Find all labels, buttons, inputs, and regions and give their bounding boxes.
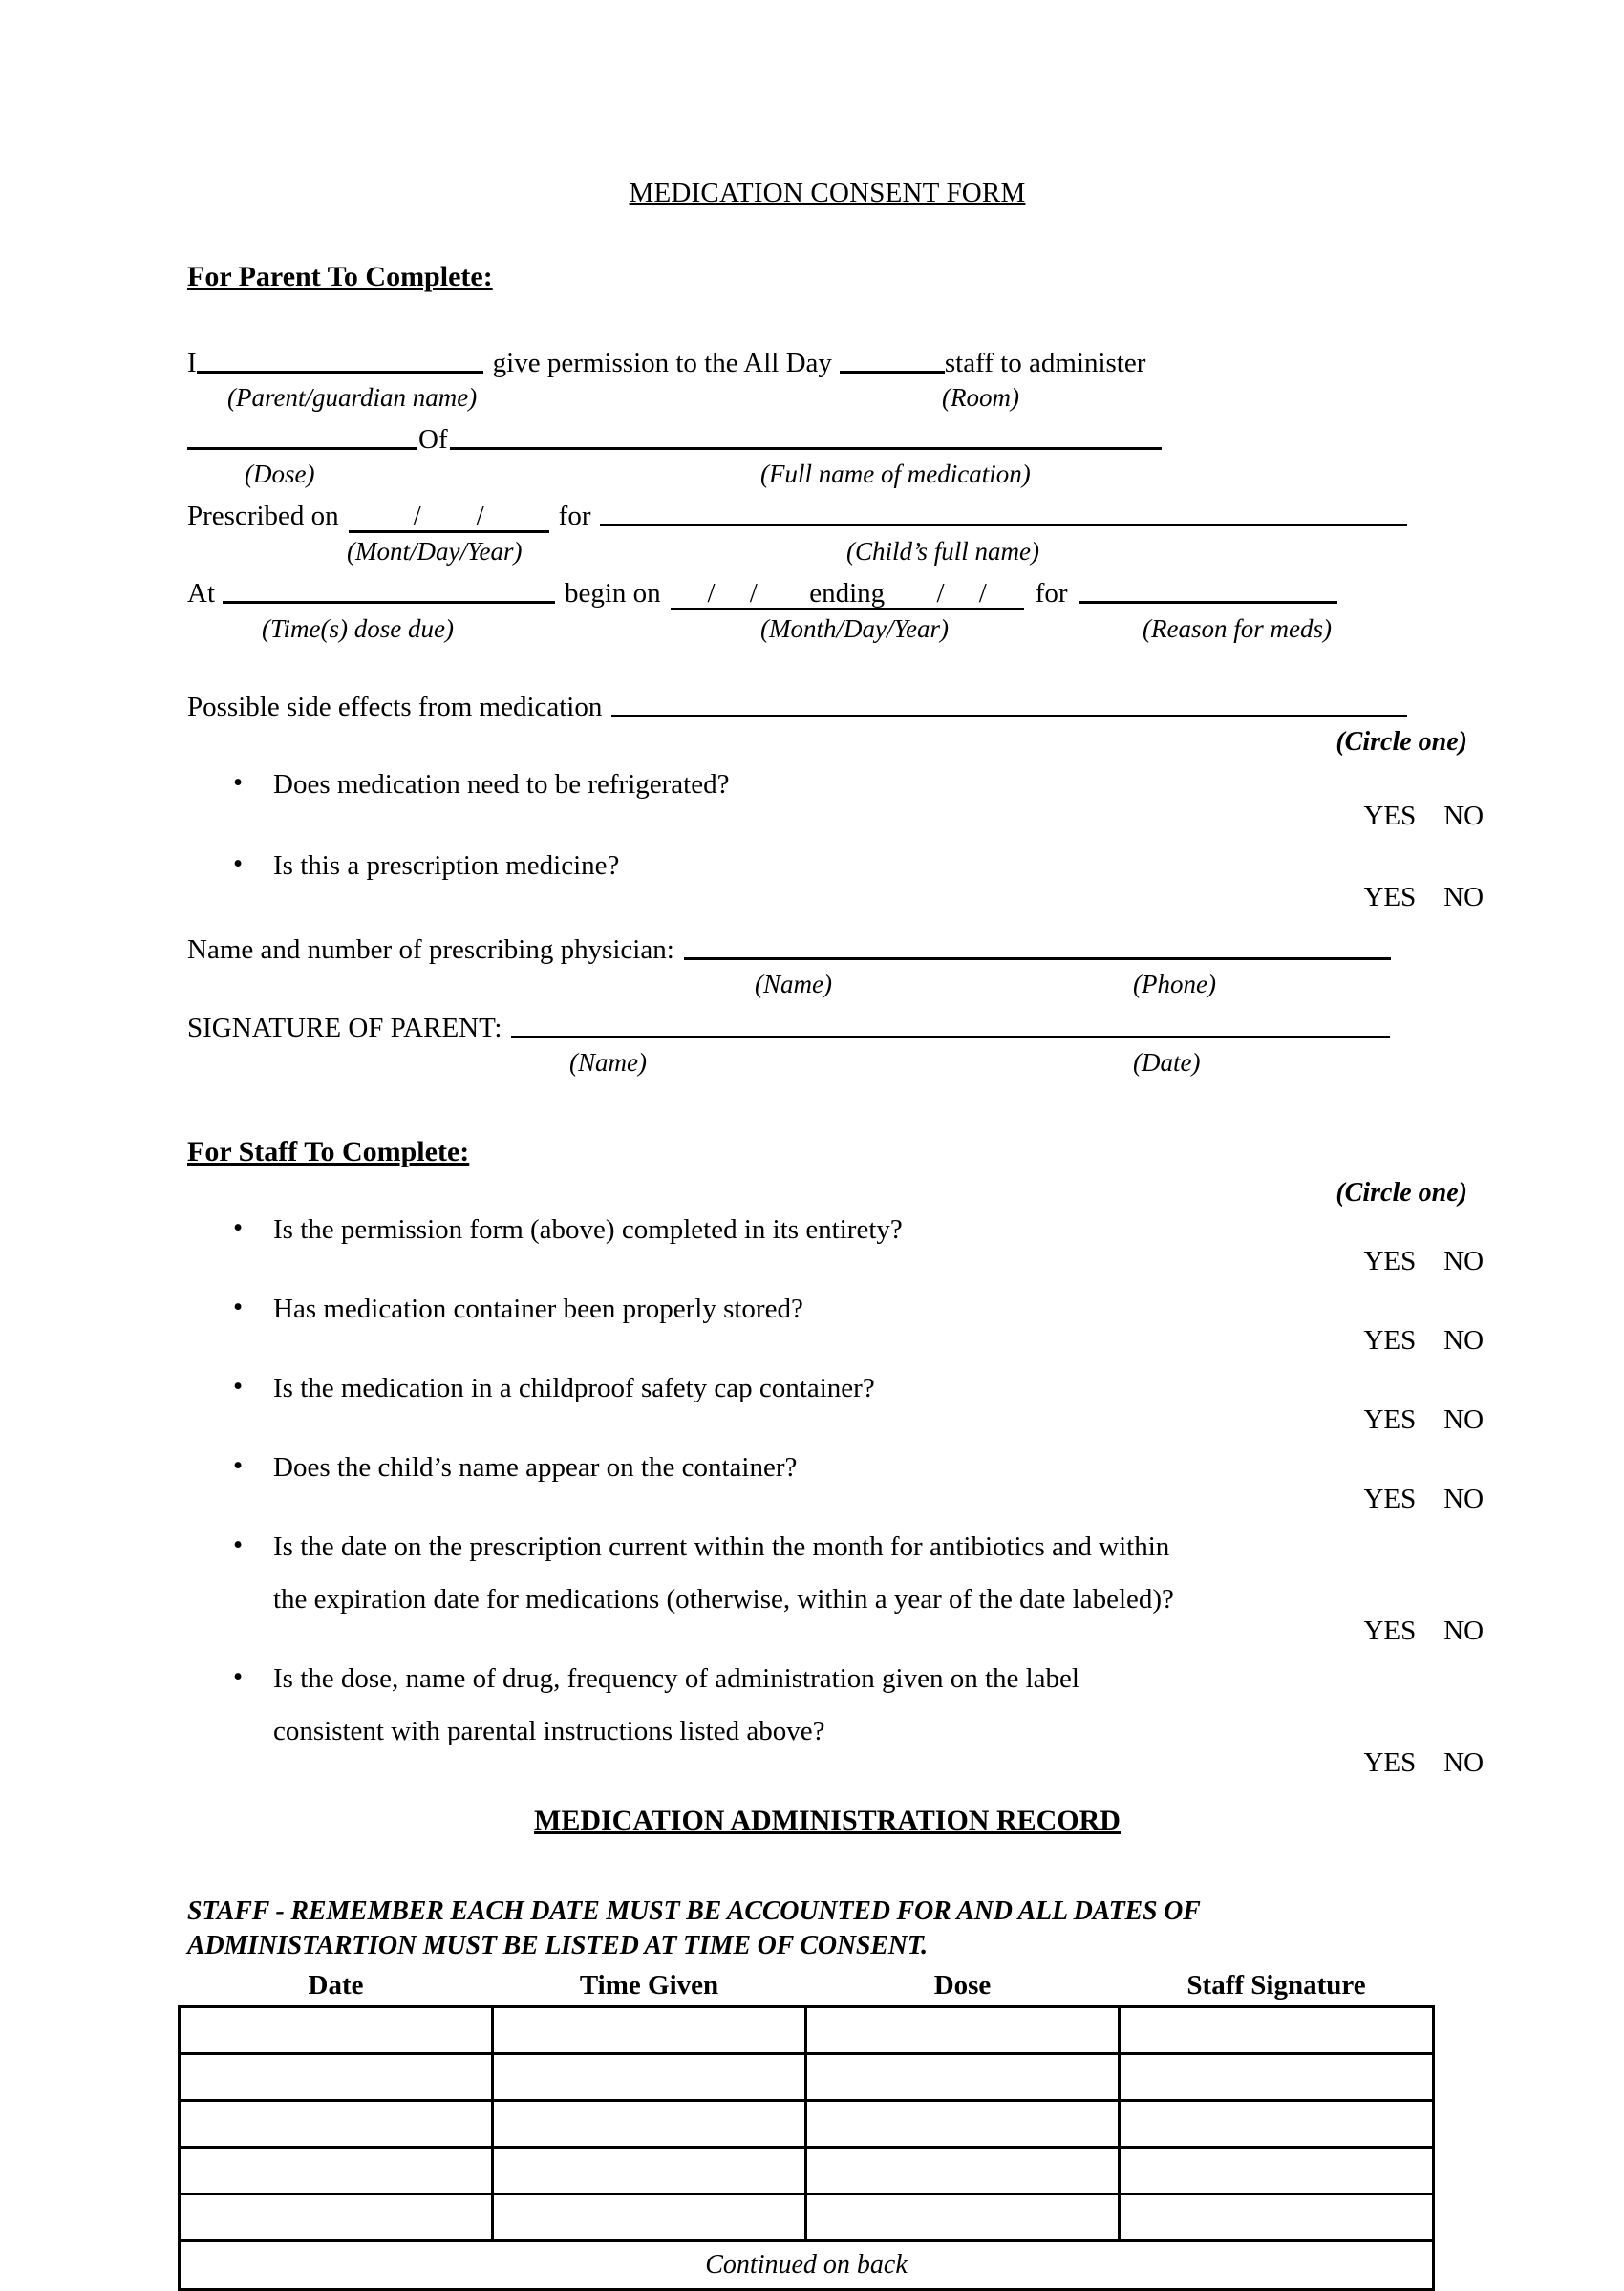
dose-caption: (Dose) <box>245 460 315 488</box>
physician-captions <box>187 970 1467 1002</box>
list-item <box>187 1531 1467 1563</box>
prescribed-date-input[interactable]: / / <box>349 503 549 533</box>
permission-line <box>187 343 1467 377</box>
staff-question-text: Is the dose, name of drug, frequency of administration given on the label <box>273 1663 1079 1694</box>
staff-question-text: Is the medication in a childproof safety cap container? <box>273 1373 875 1403</box>
signature-input[interactable] <box>511 1008 1390 1038</box>
column-header-dose: Dose <box>933 1969 992 2001</box>
table-row <box>180 2053 1434 2100</box>
side-effects-line <box>187 687 1467 721</box>
child-full-name-caption: (Child’s full name) <box>846 537 1039 566</box>
room-input[interactable] <box>840 343 945 374</box>
signature-line <box>187 1008 1467 1042</box>
staff-reminder-note <box>187 1895 1467 1963</box>
cell-time-given[interactable] <box>493 2100 806 2147</box>
dose-of-label: Of <box>418 424 448 455</box>
yes-no-gap <box>1416 1747 1443 1778</box>
continued-on-back-label: Continued on back <box>180 2240 1434 2289</box>
page-title-text: MEDICATION CONSENT FORM <box>629 178 1026 208</box>
medication-administration-table <box>178 1969 1435 2291</box>
cell-staff-signature[interactable] <box>1120 2053 1434 2100</box>
parent-circle-one-label: (Circle one) <box>1336 727 1467 757</box>
permission-mid: give permission to the All Day <box>492 348 832 378</box>
prescribed-date-caption: (Mont/Day/Year) <box>347 537 523 566</box>
yes-option[interactable]: YES <box>1363 1616 1417 1646</box>
parent-question-text: Does medication need to be refrigerated? <box>273 769 730 800</box>
ending-label: ending <box>795 580 900 610</box>
dose-medication-line <box>187 419 1467 454</box>
prescribed-on-label: Prescribed on <box>187 501 339 531</box>
staff-question-text: Is the date on the prescription current within the month for antibiotics and within <box>273 1531 1170 1562</box>
staff-question-list <box>187 1214 1485 1778</box>
medication-name-caption: (Full name of medication) <box>760 460 1031 488</box>
side-effects-label: Possible side effects from medication <box>187 692 603 722</box>
dose-medication-captions <box>187 460 1467 492</box>
permission-line-captions <box>187 383 1467 416</box>
parent-section-heading-text: For Parent To Complete: <box>187 261 493 292</box>
column-header-staff-signature: Staff Signature <box>1186 1969 1366 2001</box>
yes-no-gap <box>1416 1616 1443 1646</box>
list-item <box>187 769 1485 831</box>
no-option[interactable]: NO <box>1443 1404 1485 1435</box>
table-row <box>180 2006 1434 2053</box>
cell-staff-signature[interactable] <box>1120 2147 1434 2194</box>
list-item-continuation <box>187 1716 1485 1778</box>
staff-circle-one-row <box>187 1178 1467 1214</box>
staff-question-text-line2: consistent with parental instructions listed above? <box>273 1716 825 1746</box>
staff-question-text: Has medication container been properly stored? <box>273 1294 803 1324</box>
parent-question-list <box>187 769 1485 912</box>
yes-no-gap <box>1416 1325 1443 1356</box>
yes-option[interactable]: YES <box>1363 1325 1417 1356</box>
cell-time-given[interactable] <box>493 2006 806 2053</box>
prescribed-on-line <box>187 496 1467 531</box>
cell-staff-signature[interactable] <box>1120 2006 1434 2053</box>
yes-no-gap <box>1416 882 1443 912</box>
list-item <box>187 1294 1485 1356</box>
medication-name-input[interactable] <box>450 419 1162 450</box>
yes-no-gap <box>1416 801 1443 831</box>
yes-option[interactable]: YES <box>1363 1404 1417 1435</box>
cell-dose[interactable] <box>806 2053 1120 2100</box>
list-item <box>187 1214 1485 1276</box>
ending-date-input[interactable]: / / <box>900 580 1024 610</box>
yes-option[interactable]: YES <box>1363 1747 1417 1778</box>
yes-no-group[interactable] <box>1295 1716 1484 1810</box>
cell-date[interactable] <box>180 2006 493 2053</box>
begin-on-label: begin on <box>565 578 661 609</box>
permission-lead: I <box>187 348 197 378</box>
physician-name-caption: (Name) <box>755 970 832 998</box>
side-effects-input[interactable] <box>611 687 1407 717</box>
document-body <box>187 178 1485 2291</box>
room-caption: (Room) <box>942 383 1019 412</box>
signature-captions <box>187 1048 1467 1081</box>
staff-section-heading <box>187 1136 1467 1168</box>
staff-circle-one-label: (Circle one) <box>1336 1178 1467 1208</box>
child-full-name-input[interactable] <box>600 496 1407 526</box>
yes-option[interactable]: YES <box>1363 801 1417 831</box>
list-item <box>187 850 1485 912</box>
permission-tail: staff to administer <box>944 348 1146 378</box>
physician-line <box>187 930 1467 964</box>
table-footer-row <box>180 2240 1434 2289</box>
cell-dose[interactable] <box>806 2006 1120 2053</box>
table-header-row <box>180 1969 1434 2007</box>
schedule-line-captions <box>187 614 1467 647</box>
at-label: At <box>187 578 215 609</box>
staff-question-text-line2: the expiration date for medications (otherwise, within a year of the date labeled)? <box>273 1584 1174 1615</box>
no-option[interactable]: NO <box>1443 1616 1485 1646</box>
schedule-line <box>187 573 1467 609</box>
parent-guardian-name-input[interactable] <box>197 343 483 374</box>
time-dose-due-input[interactable] <box>223 573 555 604</box>
page-title <box>187 178 1467 209</box>
list-item <box>187 1373 1485 1435</box>
list-item <box>187 1452 1485 1514</box>
cell-dose[interactable] <box>806 2194 1120 2240</box>
table-row <box>180 2147 1434 2194</box>
cell-dose[interactable] <box>806 2100 1120 2147</box>
list-item <box>187 1663 1467 1695</box>
no-option[interactable]: NO <box>1443 1484 1485 1514</box>
yes-option[interactable]: YES <box>1363 1484 1417 1514</box>
staff-question-text: Does the child’s name appear on the container? <box>273 1452 798 1483</box>
begin-date-input[interactable]: / / <box>671 580 795 610</box>
no-option[interactable]: NO <box>1443 882 1485 912</box>
reason-for-meds-caption: (Reason for meds) <box>1143 614 1332 643</box>
cell-date[interactable] <box>180 2100 493 2147</box>
physician-phone-caption: (Phone) <box>1133 970 1216 998</box>
yes-option[interactable]: YES <box>1363 882 1417 912</box>
physician-input[interactable] <box>684 930 1391 960</box>
table-row <box>180 2194 1434 2240</box>
no-option[interactable]: NO <box>1443 1747 1485 1778</box>
list-item-continuation <box>187 1584 1485 1646</box>
cell-time-given[interactable] <box>493 2194 806 2240</box>
dose-input[interactable] <box>187 419 417 450</box>
yes-no-gap <box>1416 1246 1443 1276</box>
no-option[interactable]: NO <box>1443 801 1485 831</box>
parent-guardian-name-caption: (Parent/guardian name) <box>227 383 478 412</box>
yes-no-gap <box>1416 1404 1443 1435</box>
physician-label: Name and number of prescribing physician: <box>187 934 674 965</box>
cell-time-given[interactable] <box>493 2147 806 2194</box>
no-option[interactable]: NO <box>1443 1325 1485 1356</box>
signature-date-caption: (Date) <box>1133 1048 1201 1077</box>
staff-reminder-note-line1: STAFF - REMEMBER EACH DATE MUST BE ACCOUNTED FOR AND ALL DATES OF <box>187 1896 1201 1926</box>
record-section-title <box>187 1805 1467 1837</box>
column-header-date: Date <box>308 1969 364 2001</box>
yes-option[interactable]: YES <box>1363 1246 1417 1276</box>
reason-for-meds-input[interactable] <box>1079 573 1337 604</box>
parent-circle-one-row <box>187 727 1467 760</box>
parent-question-text: Is this a prescription medicine? <box>273 850 620 881</box>
table-row <box>180 2100 1434 2147</box>
no-option[interactable]: NO <box>1443 1246 1485 1276</box>
cell-staff-signature[interactable] <box>1120 2194 1434 2240</box>
cell-staff-signature[interactable] <box>1120 2100 1434 2147</box>
staff-reminder-note-line2: ADMINISTARTION MUST BE LISTED AT TIME OF CONSENT. <box>187 1930 928 1960</box>
cell-date[interactable] <box>180 2053 493 2100</box>
signature-label: SIGNATURE OF PARENT: <box>187 1013 502 1043</box>
cell-date[interactable] <box>180 2194 493 2240</box>
time-dose-due-caption: (Time(s) dose due) <box>262 614 454 643</box>
parent-section-heading <box>187 261 1467 293</box>
prescribed-for-label: for <box>558 501 591 531</box>
begin-end-date-caption: (Month/Day/Year) <box>760 614 949 643</box>
cell-dose[interactable] <box>806 2147 1120 2194</box>
yes-no-gap <box>1416 1484 1443 1514</box>
column-header-time-given: Time Given <box>579 1969 719 2001</box>
record-section-title-text: MEDICATION ADMINISTRATION RECORD <box>534 1805 1121 1836</box>
signature-name-caption: (Name) <box>569 1048 647 1077</box>
staff-question-text: Is the permission form (above) completed in its entirety? <box>273 1214 903 1245</box>
staff-section-heading-text: For Staff To Complete: <box>187 1136 470 1167</box>
cell-date[interactable] <box>180 2147 493 2194</box>
prescribed-on-captions <box>187 537 1467 569</box>
cell-time-given[interactable] <box>493 2053 806 2100</box>
reason-for-label: for <box>1035 578 1068 609</box>
